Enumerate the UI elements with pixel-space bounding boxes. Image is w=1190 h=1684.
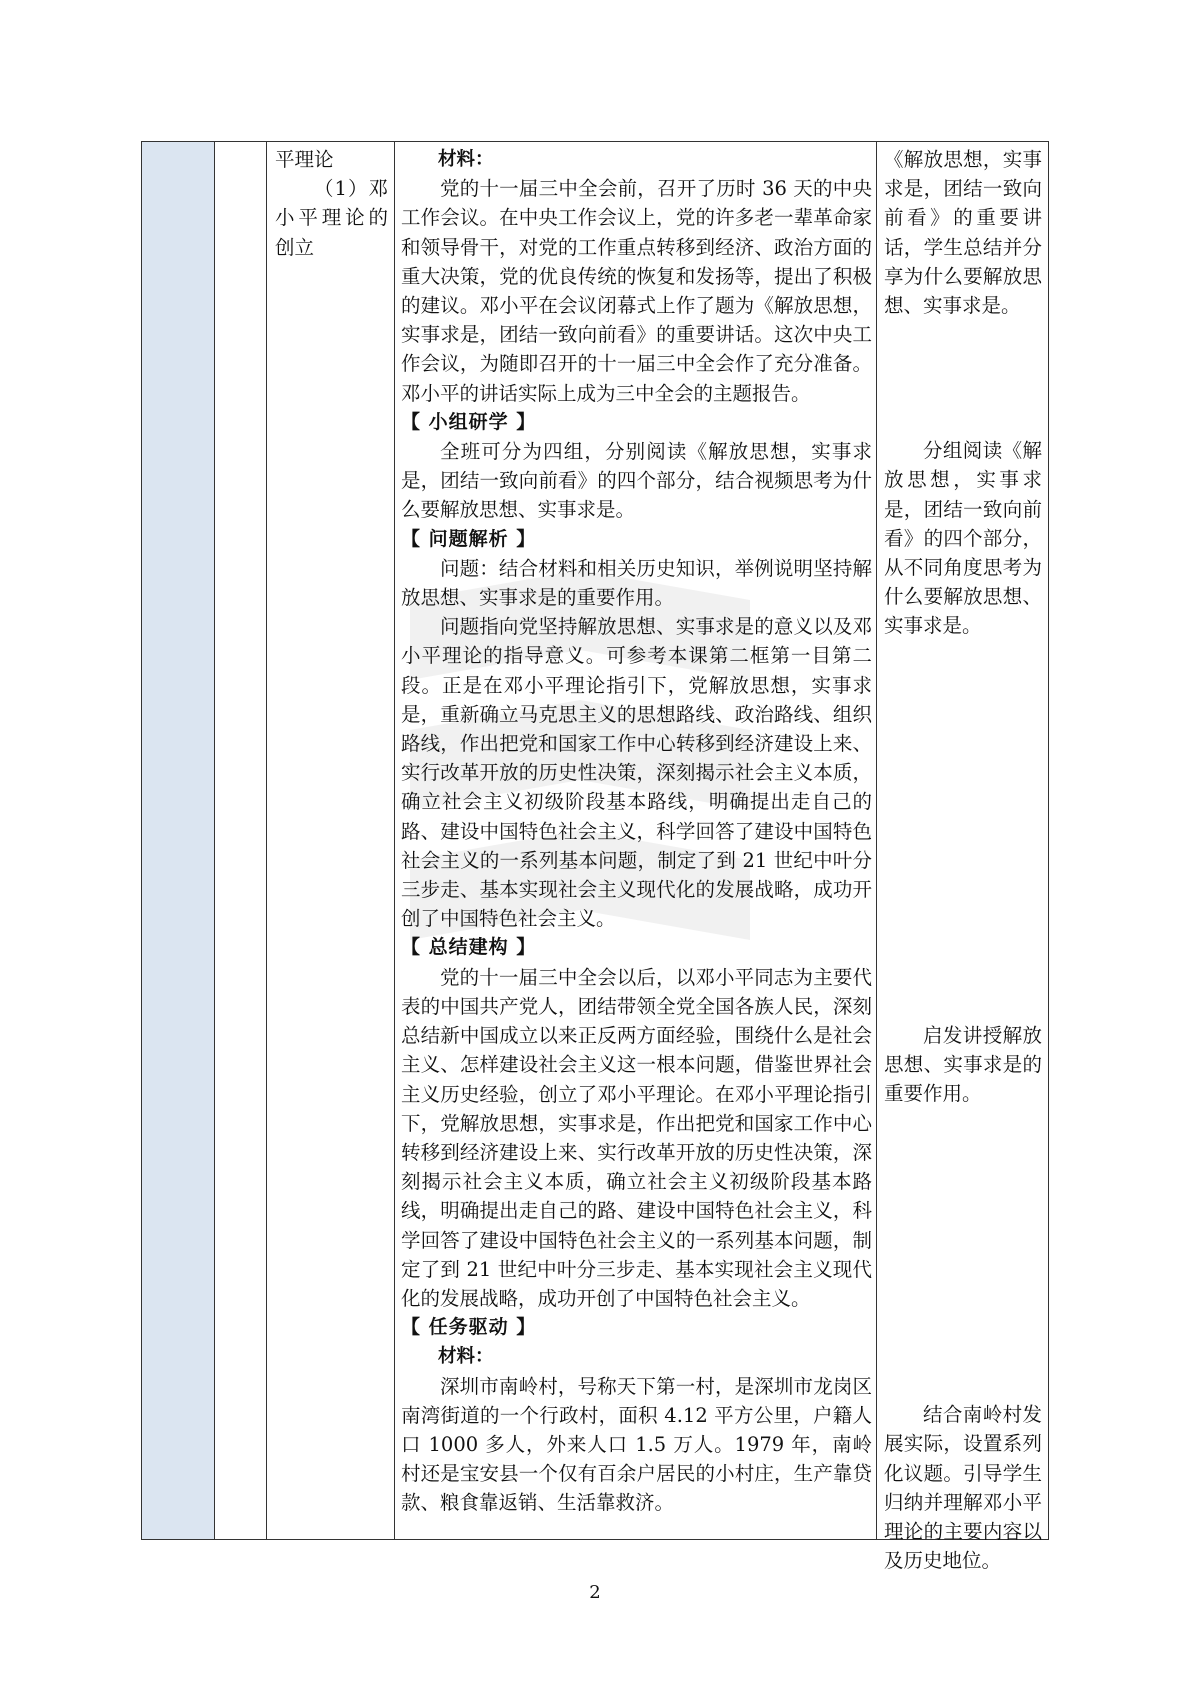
section-heading-problem: 【 问题解析 】 <box>401 527 537 550</box>
topic-subtitle: （1）邓小平理论的创立 <box>275 177 388 259</box>
task-material-text: 深圳市南岭村，号称天下第一村，是深圳市龙岗区南湾街道的一个行政村，面积 4.12 平方公里，户籍人口 1000 多人，外来人口 1.5 万人。1979 年，南岭村还是宝安县一个仅有百余户居民的小村庄，生产靠贷款、粮食靠返销、生活靠救济。 <box>401 1374 872 1515</box>
stage-column <box>142 142 215 1539</box>
problem-answer: 问题指向党坚持解放思想、实事求是的意义以及邓小平理论的指导意义。可参考本课第二框第一目第二段。正是在邓小平理论指引下，党解放思想，实事求是，重新确立马克思主义的思想路线、政治路线、组织路线，作出把党和国家工作中心转移到经济建设上来、实行改革开放的历史性决策，深刻揭示社会主义本质，确立社会主义初级阶段基本路线，明确提出走自己的路、建设中国特色社会主义，科学回答了建设中国特色社会主义的一系列基本问题，制定了到 21 世纪中叶分三步走、基本实现社会主义现代化的发展战略，成功开创了中国特色社会主义。 <box>401 615 872 931</box>
activity-text-2: 分组阅读《解放思想，实事求是，团结一致向前看》的四个部分，从不同角度思考为什么要解放思想、实事求是。 <box>884 439 1042 638</box>
content-column <box>395 142 877 1539</box>
topic-column <box>267 142 395 1539</box>
lesson-plan-table <box>141 141 1049 1573</box>
section-heading-summary: 【 总结建构 】 <box>401 936 537 959</box>
section-heading-group-study: 【 小组研学 】 <box>401 410 537 433</box>
task-material-label: 材料： <box>438 1346 494 1368</box>
activity-column <box>877 142 1048 1573</box>
summary-text: 党的十一届三中全会以后，以邓小平同志为主要代表的中国共产党人，团结带领全党全国各族人民，深刻总结新中国成立以来正反两方面经验，围绕什么是社会主义、怎样建设社会主义这一根本问题，借鉴世界社会主义历史经验，创立了邓小平理论。在邓小平理论指引下，党解放思想，实事求是，作出把党和国家工作中心转移到经济建设上来、实行改革开放的历史性决策，深刻揭示社会主义本质，确立社会主义初级阶段基本路线，明确提出走自己的路、建设中国特色社会主义，科学回答了建设中国特色社会主义的一系列基本问题，制定了到 21 世纪中叶分三步走、基本实现社会主义现代化的发展战略，成功开创了中国特色社会主义。 <box>401 965 872 1310</box>
page-number: 2 <box>589 1582 601 1603</box>
activity-text-4: 结合南岭村发展实际，设置系列化议题。引导学生归纳并理解邓小平理论的主要内容以及历史地位。 <box>884 1403 1042 1573</box>
group-study-text: 全班可分为四组，分别阅读《解放思想，实事求是，团结一致向前看》的四个部分，结合视频思考为什么要解放思想、实事求是。 <box>401 440 872 522</box>
section-column <box>215 142 267 1539</box>
activity-text-3: 启发讲授解放思想、实事求是的重要作用。 <box>884 1023 1042 1106</box>
activity-text-1: 《解放思想，实事求是，团结一致向前看》的重要讲话，学生总结并分享为什么要解放思想、实事求是。 <box>884 148 1042 318</box>
material-text: 党的十一届三中全会前，召开了历时 36 天的中央工作会议。在中央工作会议上，党的许多老一辈革命家和领导骨干，对党的工作重点转移到经济、政治方面的重大决策，党的优良传统的恢复和发扬等，提出了积极的建议。邓小平在会议闭幕式上作了题为《解放思想，实事求是，团结一致向前看》的重要讲话。这次中央工作会议，为随即召开的十一届三中全会作了充分准备。邓小平的讲话实际上成为三中全会的主题报告。 <box>401 177 872 405</box>
topic-title: 平理论 <box>275 148 334 171</box>
problem-question: 问题：结合材料和相关历史知识，举例说明坚持解放思想、实事求是的重要作用。 <box>401 556 872 610</box>
section-heading-task: 【 任务驱动 】 <box>401 1316 537 1339</box>
material-label: 材料： <box>438 149 494 170</box>
